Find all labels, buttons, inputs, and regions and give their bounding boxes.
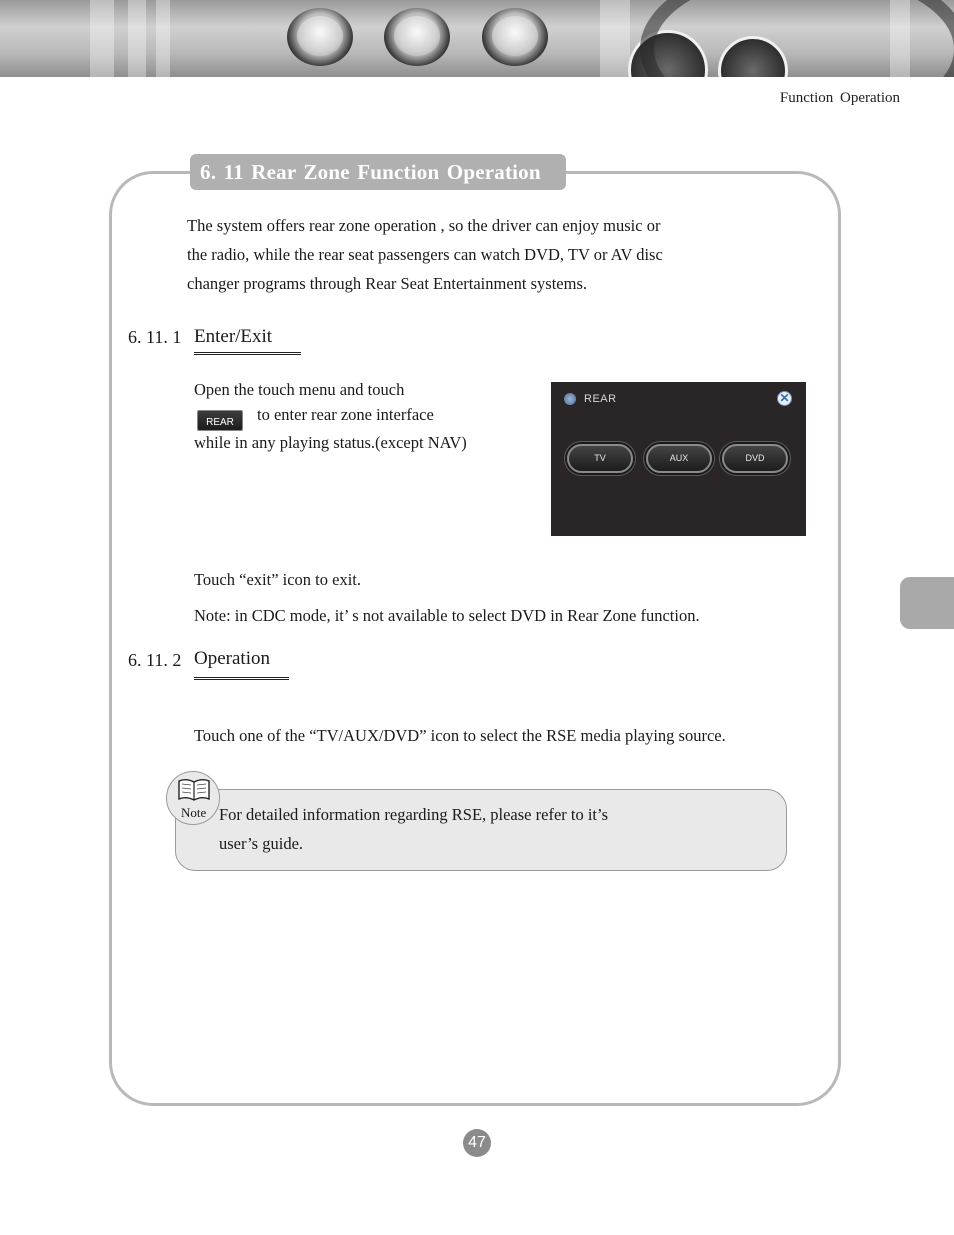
section-title: 6. 11 Rear Zone Function Operation: [190, 154, 566, 190]
content-panel: [109, 171, 841, 1106]
operation-instruction: Touch one of the “TV/AUX/DVD” icon to select the RSE media playing source.: [194, 726, 726, 745]
intro-paragraph: The system offers rear zone operation , so the driver can enjoy music or the radio, while the rear seat passengers can watch DVD, TV or AV disc changer programs through Rear Seat Entertainment systems.: [187, 216, 663, 293]
subsection-title: Operation: [194, 648, 270, 669]
title-underline: [194, 677, 289, 680]
rear-zone-screen: [551, 382, 806, 536]
subsection-title: Enter/Exit: [194, 326, 273, 347]
chapter-side-tab: [900, 577, 954, 629]
tv-button[interactable]: TV: [567, 444, 633, 473]
title-underline: [194, 352, 301, 355]
rear-button-icon: REAR: [197, 410, 243, 431]
note-label: Note: [181, 805, 207, 820]
dial-knob-icon: [384, 8, 450, 66]
subsection-number: 6. 11. 1: [128, 327, 182, 347]
cdc-mode-note: Note: in CDC mode, it’ s not available to select DVD in Rear Zone function.: [194, 606, 700, 625]
aux-button[interactable]: AUX: [646, 444, 712, 473]
enter-instructions: Open the touch menu and touch REAR to enter rear zone interface while in any playing status.(except NAV): [194, 380, 467, 452]
dial-knob-icon: [482, 8, 548, 66]
dial-knob-icon: [287, 8, 353, 66]
header-section-name: Function Operation: [779, 90, 900, 106]
header-banner-image: [0, 0, 954, 77]
book-icon: [177, 778, 211, 802]
page-number: 47: [463, 1129, 491, 1157]
exit-instruction: Touch “exit” icon to exit.: [194, 570, 361, 589]
subsection-number: 6. 11. 2: [128, 650, 182, 670]
exit-icon[interactable]: ✕: [777, 391, 792, 406]
rear-zone-icon: [564, 393, 576, 405]
note-text: For detailed information regarding RSE, please refer to it’s user’s guide.: [219, 805, 609, 853]
dvd-button[interactable]: DVD: [722, 444, 788, 473]
screen-title: REAR: [584, 393, 617, 405]
